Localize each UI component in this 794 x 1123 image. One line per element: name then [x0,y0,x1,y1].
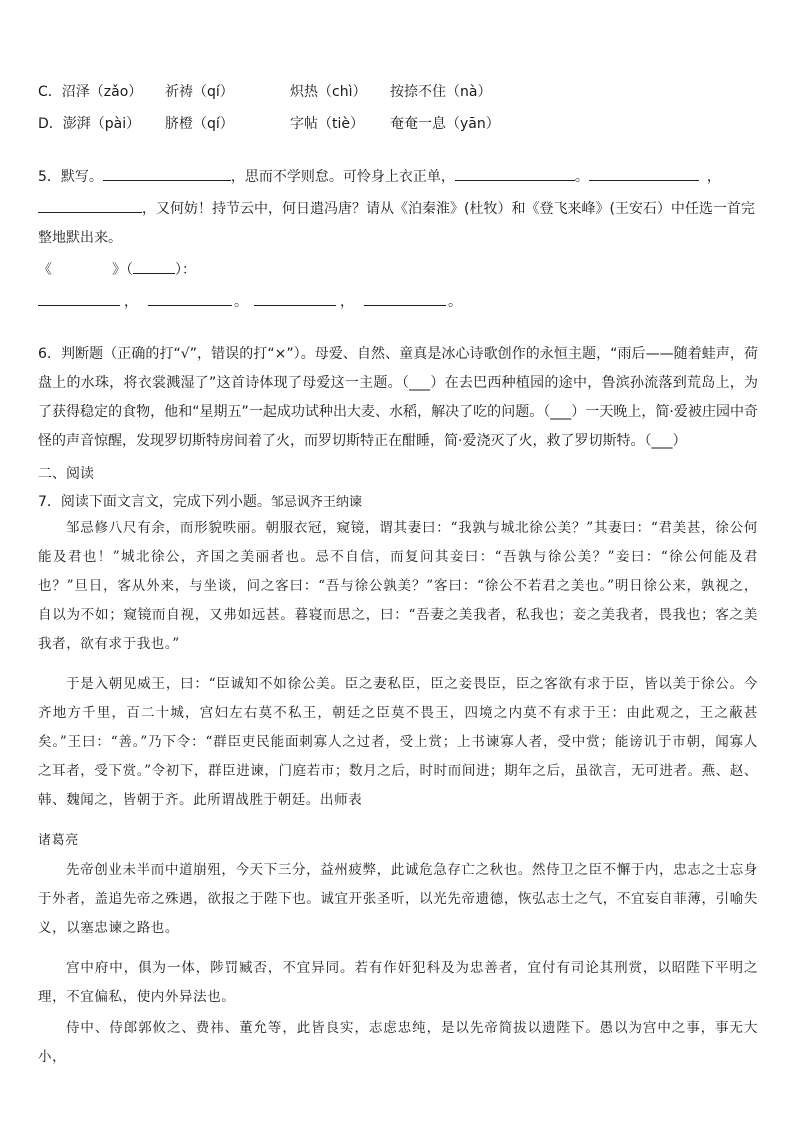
answer-blank[interactable] [38,291,120,306]
section-reading-heading: 二、阅读 [38,466,94,482]
q5-line4: 《 》（ ）： [38,259,756,280]
answer-blank[interactable] [38,198,142,213]
passage-title: 邹忌讽齐王纳谏 [270,495,362,510]
option-d-word3: 字帖（tiè） [290,116,364,132]
q5-line1: 5．默写。 ，思而不学则怠。可怜身上衣正单， 。 ， [38,166,756,187]
passage-paragraph: 邹忌修八尺有余，而形貌昳丽。朝服衣冠，窥镜，谓其妻曰：“我孰与城北徐公美？”其妻曰：“君美甚，徐公何能及君也！”城北徐公，齐国之美丽者也。忌不自信，而复问其妾曰：“吾孰与徐公美？”妾曰：“徐公何能及君也？”旦日，客从外来，与坐谈，问之客曰：“吾与徐公孰美？”客曰：“徐公不若君之美也。”明日徐公来，孰视之，自以为不如；窥镜而自视，又弗如远甚。暮寝而思之，曰：“吾妻之美我者，私我也；妾之美我者，畏我也；客之美我者，欲有求于我也。” [38,520,758,652]
q5-text: ，思而不学则怠。可怜身上衣正单， [230,169,455,185]
answer-blank[interactable] [455,166,575,181]
answer-blank[interactable] [364,291,446,306]
option-c-word4: 按捺不住（nà） [390,84,492,100]
q7-intro: 7．阅读下面文言文，完成下列小题。邹忌讽齐王纳谏 [38,494,362,510]
passage-title: 出师表 [320,792,363,808]
answer-blank[interactable] [148,291,232,306]
passage-paragraph: 先帝创业未半而中道崩殂，今天下三分，益州疲弊，此诚危急存亡之秋也。然侍卫之臣不懈于内，忠志之士忘身于外者，盖追先帝之殊遇，欲报之于陛下也。诚宜开张圣听，以光先帝遗德，恢弘志士之气，不宜妄自菲薄，引喻失义，以塞忠谏之路也。 [38,862,758,936]
q5-prompt: ，又何妨！持节云中，何日遣冯唐？请从《泊秦淮》(杜牧）和《登飞来峰》(王安石）中任选一首完 [142,201,755,217]
passage-paragraph: 于是入朝见威王，曰：“臣诚知不如徐公美。臣之妻私臣，臣之妾畏臣，臣之客欲有求于臣，皆以美于徐公。今齐地方千里，百二十城，宫妇左右莫不私王，朝廷之臣莫不畏王，四境之内莫不有求于王：由此观之，王之蔽甚矣。”王曰：“善。”乃下令：“群臣吏民能面刺寡人之过者，受上赏；上书谏寡人者，受中赏；能谤讥于市朝，闻寡人之耳者，受下赏。”令初下，群臣进谏，门庭若市；数月之后，时时而间进；期年之后，虽欲言，无可进者。燕、赵、韩、魏闻之，皆朝于齐。此所谓战胜于朝廷。出师表 [38,676,758,808]
option-d-label: D．澎湃（pài） [38,116,141,132]
answer-blank[interactable] [589,166,699,181]
option-c-word3: 炽热（chì） [290,84,367,100]
option-d-word2: 脐橙（qí） [165,116,234,132]
answer-blank[interactable] [133,259,175,274]
q5-line3: 整地默出来。 [38,230,122,246]
passage-paragraph: 侍中、侍郎郭攸之、费祎、董允等，此皆良实，志虑忠纯，是以先帝简拔以遗陛下。愚以为宫中之事，事无大小， [38,1020,758,1065]
q5-line5: ， 。 ， 。 [38,291,756,312]
answer-blank[interactable] [103,166,231,181]
q6-judgement: 6．判断题（正确的打“√”，错误的打“×”）。母爱、自然、童真是冰心诗歌创作的永恒主题，“雨后——随着蛙声，荷盘上的水珠，将衣裳溅湿了”这首诗体现了母爱这一主题。（___）在去巴西种植园的途中，鲁滨孙流落到荒岛上，为了获得稳定的食物，他和“星期五”一起成功试种出大麦、水稻，解决了吃的问题。（___）一天晚上，简·爱被庄园中奇怪的声音惊醒，发现罗切斯特房间着了火，而罗切斯特正在酣睡，简·爱浇灭了火，救了罗切斯特。（___） [38,346,758,449]
passage-author: 诸葛亮 [38,833,79,848]
option-c-word2: 祈祷（qí） [165,84,234,100]
q5-line2 [38,198,756,219]
option-c-label: C．沼泽（zǎo） [38,84,143,100]
q5-label: 5．默写。 [38,169,103,185]
answer-blank[interactable] [254,291,336,306]
option-d-word4: 奄奄一息（yān） [390,116,500,132]
passage-paragraph: 宫中府中，俱为一体，陟罚臧否，不宜异同。若有作奸犯科及为忠善者，宜付有司论其刑赏，以昭陛下平明之理，不宜偏私，使内外异法也。 [38,960,758,1005]
